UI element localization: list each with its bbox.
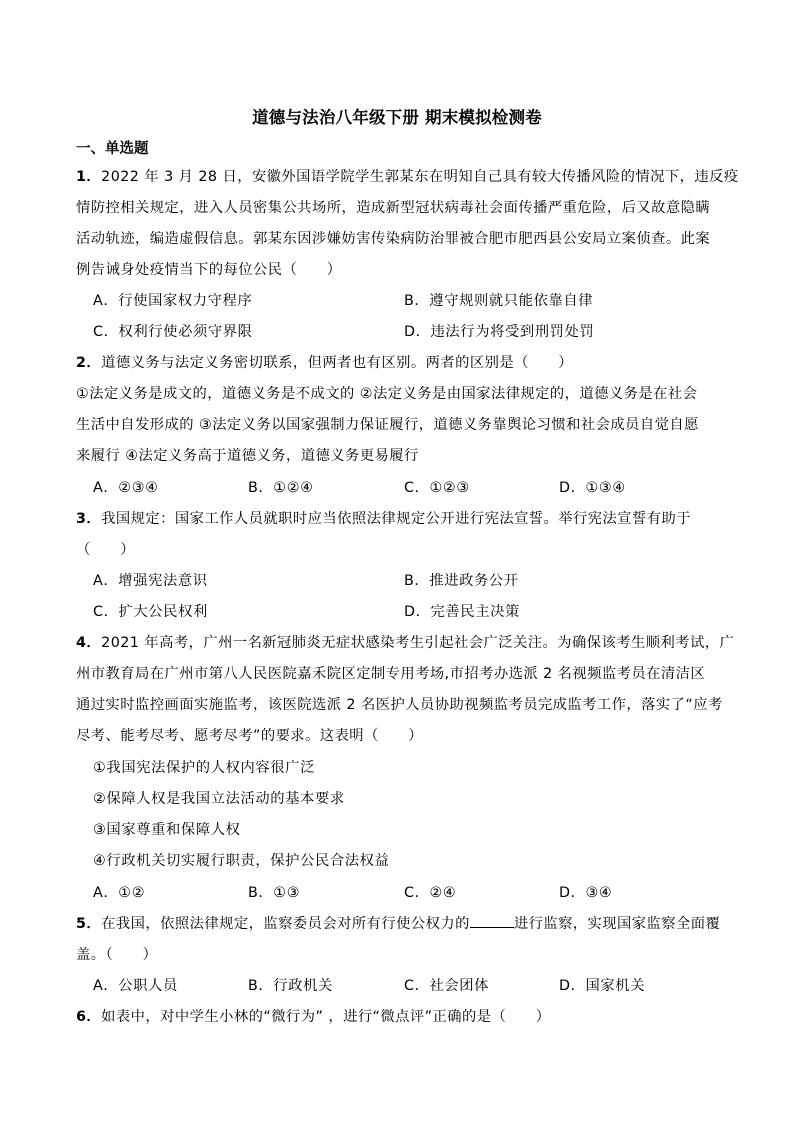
question-4-line-2: 州市教育局在广州市第八人民医院嘉禾院区定制专用考场,市招考办选派 2 名视频监考员在清洁区 — [76, 666, 706, 682]
section-heading: 一、单选题 — [76, 141, 149, 157]
option-b[interactable]: B．推进政务公开 — [404, 573, 519, 589]
option-d[interactable]: D．国家机关 — [559, 978, 646, 994]
option-d[interactable]: D．③④ — [559, 885, 613, 901]
question-1-line-4: 例告诫身处疫情当下的每位公民（ ） — [76, 262, 342, 278]
option-a[interactable]: A．增强宪法意识 — [93, 573, 208, 589]
question-5-line-2: 盖。（ ） — [76, 947, 158, 963]
option-c[interactable]: C．①②③ — [404, 480, 470, 496]
option-c[interactable]: C．社会团体 — [404, 978, 490, 994]
option-a[interactable]: A．行使国家权力守程序 — [93, 293, 253, 309]
option-b[interactable]: B．行政机关 — [248, 978, 333, 994]
question-2-line-2: ①法定义务是成文的，道德义务是不成文的 ②法定义务是由国家法律规定的，道德义务是在社会 — [76, 386, 698, 402]
option-c[interactable]: C．权利行使必须守界限 — [93, 324, 253, 340]
question-4-line-4: 尽考、能考尽考、愿考尽考”的要求。这表明（ ） — [76, 728, 424, 744]
answer-blank[interactable] — [470, 915, 514, 928]
question-3-line-1: 3．我国规定：国家工作人员就职时应当依照法律规定公开进行宪法宣誓。举行宪法宣誓有助于 — [76, 511, 692, 527]
question-1-line-1: 1．2022 年 3 月 28 日，安徽外国语学院学生郭某东在明知自己具有较大传播风险的情况下，违反疫 — [76, 169, 739, 185]
question-number: 6． — [76, 1009, 102, 1025]
question-2-line-1: 2．道德义务与法定义务密切联系，但两者也有区别。两者的区别是（ ） — [76, 355, 574, 371]
question-number: 3． — [76, 511, 102, 527]
option-b[interactable]: B．①②④ — [248, 480, 314, 496]
question-number: 4． — [76, 635, 102, 651]
statement-2: ②保障人权是我国立法活动的基本要求 — [93, 791, 345, 807]
question-1-line-3: 活动轨迹，编造虚假信息。郭某东因涉嫌妨害传染病防治罪被合肥市肥西县公安局立案侦查。此案 — [76, 231, 711, 247]
option-a[interactable]: A．②③④ — [93, 480, 159, 496]
option-c[interactable]: C．扩大公民权利 — [93, 604, 208, 620]
question-6-line-1: 6．如表中，对中学生小林的“微行为” ，进行“微点评”正确的是（ ） — [76, 1009, 551, 1025]
question-4-line-1: 4．2021 年高考，广州一名新冠肺炎无症状感染考生引起社会广泛关注。为确保该考生顺利考试，广 — [76, 635, 735, 651]
statement-3: ③国家尊重和保障人权 — [93, 822, 241, 838]
option-a[interactable]: A．公职人员 — [93, 978, 178, 994]
option-a[interactable]: A．①② — [93, 885, 146, 901]
option-b[interactable]: B．遵守规则就只能依靠自律 — [404, 293, 594, 309]
statement-1: ①我国宪法保护的人权内容很广泛 — [93, 760, 315, 776]
option-c[interactable]: C．②④ — [404, 885, 457, 901]
question-4-line-3: 通过实时监控画面实施监考，该医院选派 2 名医护人员协助视频监考员完成监考工作，落实了“应考 — [76, 697, 723, 713]
question-number: 1． — [76, 169, 102, 185]
option-d[interactable]: D．①③④ — [559, 480, 626, 496]
option-d[interactable]: D．完善民主决策 — [404, 604, 520, 620]
question-2-line-4: 来履行 ④法定义务高于道德义务，道德义务更易履行 — [76, 448, 419, 464]
question-2-line-3: 生活中自发形成的 ③法定义务以国家强制力保证履行，道德义务靠舆论习惯和社会成员自觉自愿 — [76, 417, 699, 433]
question-1-line-2: 情防控相关规定，进入人员密集公共场所，造成新型冠状病毒社会面传播严重危险，后又故意隐瞒 — [76, 200, 711, 216]
option-d[interactable]: D．违法行为将受到刑罚处罚 — [404, 324, 595, 340]
statement-4: ④行政机关切实履行职责，保护公民合法权益 — [93, 853, 390, 869]
question-number: 5． — [76, 916, 102, 932]
question-number: 2． — [76, 355, 102, 371]
page-title: 道德与法治八年级下册 期末模拟检测卷 — [252, 108, 542, 127]
question-5-line-1: 5．在我国，依照法律规定，监察委员会对所有行使公权力的 进行监察，实现国家监察全面覆 — [76, 916, 721, 932]
question-3-line-2: （ ） — [76, 542, 135, 558]
option-b[interactable]: B．①③ — [248, 885, 301, 901]
